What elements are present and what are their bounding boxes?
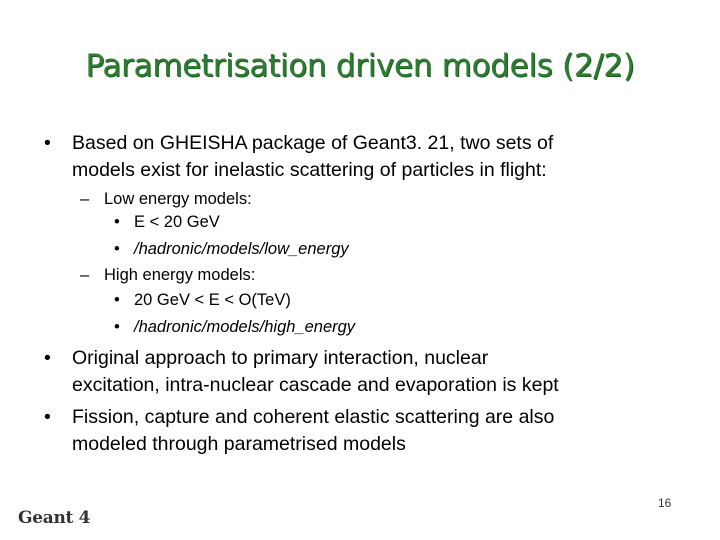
bullet-text-line: Based on GHEISHA package of Geant3. 21, two sets of (72, 132, 554, 154)
bullet-marker: • (44, 132, 51, 154)
sub-heading-high-energy: High energy models: (104, 266, 256, 284)
sub-item-path: /hadronic/models/low_energy (134, 240, 349, 258)
sub-dash-marker: – (80, 266, 90, 284)
sub-bullet-marker: • (114, 240, 120, 258)
bullet-text-line: modeled through parametrised models (72, 433, 406, 455)
geant4-logo: Geant 4 (18, 508, 91, 528)
bullet-text-line: models exist for inelastic scattering of particles in flight: (72, 159, 547, 181)
sub-dash-marker: – (80, 190, 90, 208)
bullet-text-line: excitation, intra-nuclear cascade and evaporation is kept (72, 374, 559, 396)
slide-title: Parametrisation driven models (2/2) (85, 48, 635, 84)
sub-bullet-marker: • (114, 318, 120, 336)
sub-item-text: E < 20 GeV (134, 213, 220, 231)
bullet-text-line: Original approach to primary interaction, nuclear (72, 347, 489, 369)
bullet-text-line: Fission, capture and coherent elastic scattering are also (72, 406, 555, 428)
page-number: 16 (658, 496, 672, 510)
sub-item-text: 20 GeV < E < O(TeV) (134, 291, 291, 309)
sub-bullet-marker: • (114, 213, 120, 231)
bullet-marker: • (44, 347, 51, 369)
sub-item-path: /hadronic/models/high_energy (134, 318, 356, 336)
bullet-marker: • (44, 406, 51, 428)
sub-bullet-marker: • (114, 291, 120, 309)
sub-heading-low-energy: Low energy models: (104, 190, 252, 208)
